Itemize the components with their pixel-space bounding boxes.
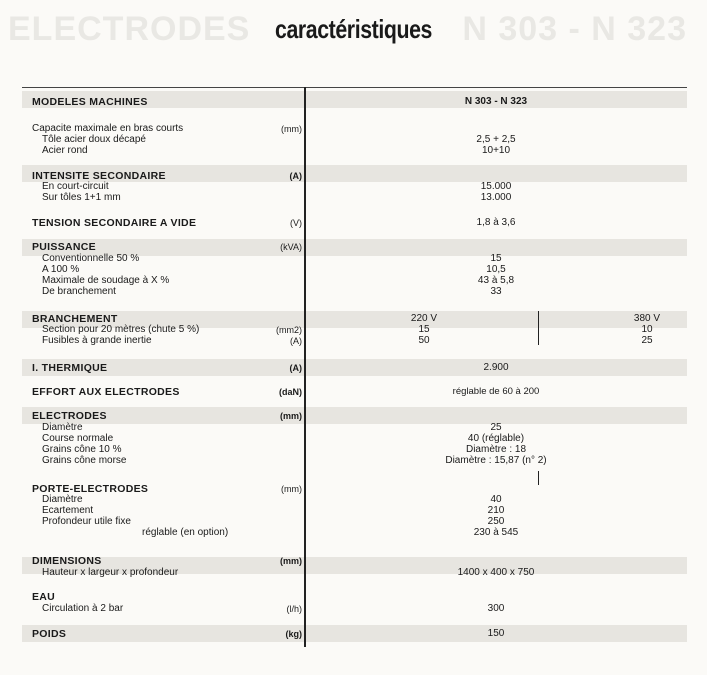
capacite-rond-label: Acier rond xyxy=(42,145,88,156)
branchement-section-380: 10 xyxy=(641,324,653,335)
branchement-fusibles-label: Fusibles à grande inertie xyxy=(42,335,152,346)
branchement-label: BRANCHEMENT xyxy=(32,313,118,325)
intensite-cc-value: 15.000 xyxy=(480,181,512,192)
column-divider xyxy=(304,87,306,647)
intensite-toles-value: 13.000 xyxy=(480,192,512,203)
branchement-fusibles-380: 25 xyxy=(641,335,653,346)
effort-label: EFFORT AUX ELECTRODES xyxy=(32,386,180,398)
electrodes-label: ELECTRODES xyxy=(32,410,107,422)
branchement-section-unit: (mm2) xyxy=(276,325,302,335)
top-rule xyxy=(22,87,687,88)
branchement-section-label: Section pour 20 mètres (chute 5 %) xyxy=(42,324,200,335)
electrodes-unit: (mm) xyxy=(280,411,302,421)
porte-diam-label: Diamètre xyxy=(42,494,83,505)
intensite-cc-label: En court-circuit xyxy=(42,181,109,192)
branchement-fusibles-unit: (A) xyxy=(290,336,302,346)
eau-circ-label: Circulation à 2 bar xyxy=(42,603,124,614)
dimensions-hlp-label: Hauteur x largeur x profondeur xyxy=(42,567,179,578)
ghost-text-left: ELECTRODES xyxy=(8,10,251,48)
electrodes-gcm-value: Diamètre : 15,87 (n° 2) xyxy=(445,455,547,466)
puissance-br-label: De branchement xyxy=(42,286,116,297)
puissance-a100-value: 10,5 xyxy=(486,264,506,275)
branchement-380-label: 380 V xyxy=(633,313,661,324)
effort-unit: (daN) xyxy=(279,387,302,397)
effort-value: réglable de 60 à 200 xyxy=(452,386,540,397)
tension-unit: (V) xyxy=(290,218,302,228)
electrodes-diam-value: 25 xyxy=(490,422,502,433)
capacite-rond-value: 10+10 xyxy=(481,145,511,156)
dimensions-unit: (mm) xyxy=(280,556,302,566)
models-label: MODELES MACHINES xyxy=(32,96,148,108)
puissance-br-value: 33 xyxy=(490,286,502,297)
capacite-label: Capacite maximale en bras courts xyxy=(32,123,184,134)
puissance-unit: (kVA) xyxy=(280,242,302,252)
tension-label: TENSION SECONDAIRE A VIDE xyxy=(32,217,197,229)
eau-unit: (l/h) xyxy=(286,604,302,614)
eau-value: 300 xyxy=(487,603,505,614)
electrodes-gc10-value: Diamètre : 18 xyxy=(465,444,527,455)
porte-diam-value: 40 xyxy=(490,494,502,505)
puissance-label: PUISSANCE xyxy=(32,241,96,253)
branchement-220-label: 220 V xyxy=(410,313,438,324)
porte-prof-value: 250 xyxy=(487,516,505,527)
puissance-c50-value: 15 xyxy=(490,253,502,264)
puissance-a100-label: A 100 % xyxy=(42,264,80,275)
electrodes-divider xyxy=(538,471,539,485)
page-title: caractéristiques xyxy=(274,14,432,44)
poids-unit: (kg) xyxy=(285,629,302,639)
dimensions-hlp-value: 1400 x 400 x 750 xyxy=(457,567,535,578)
thermique-label: I. THERMIQUE xyxy=(32,362,108,374)
intensite-toles-label: Sur tôles 1+1 mm xyxy=(42,192,121,203)
puissance-max-value: 43 à 5,8 xyxy=(477,275,515,286)
electrodes-diam-label: Diamètre xyxy=(42,422,83,433)
porte-unit: (mm) xyxy=(281,484,302,494)
intensite-unit: (A) xyxy=(289,171,302,181)
thermique-value: 2.900 xyxy=(483,362,509,373)
eau-label: EAU xyxy=(32,591,56,603)
branchement-section-220: 15 xyxy=(418,324,430,335)
electrodes-course-label: Course normale xyxy=(42,433,114,444)
poids-label: POIDS xyxy=(32,628,67,640)
band-electrodes xyxy=(22,407,687,424)
capacite-tole-value: 2,5 + 2,5 xyxy=(476,134,516,145)
porte-ecart-value: 210 xyxy=(487,505,505,516)
intensite-label: INTENSITE SECONDAIRE xyxy=(32,170,166,182)
ghost-text-right: N 303 - N 323 xyxy=(462,10,687,48)
puissance-c50-label: Conventionnelle 50 % xyxy=(42,253,140,264)
electrodes-course-value: 40 (réglable) xyxy=(467,433,525,444)
porte-regl-label: réglable (en option) xyxy=(142,527,229,538)
electrodes-gcm-label: Grains cône morse xyxy=(42,455,127,466)
porte-regl-value: 230 à 545 xyxy=(473,527,519,538)
thermique-unit: (A) xyxy=(289,363,302,373)
capacite-tole-label: Tôle acier doux décapé xyxy=(42,134,146,145)
porte-prof-label: Profondeur utile fixe xyxy=(42,516,131,527)
poids-value: 150 xyxy=(487,628,505,639)
puissance-max-label: Maximale de soudage à X % xyxy=(42,275,170,286)
spec-table xyxy=(22,87,687,647)
electrodes-gc10-label: Grains cône 10 % xyxy=(42,444,122,455)
tension-value: 1,8 à 3,6 xyxy=(476,217,516,228)
porte-ecart-label: Ecartement xyxy=(42,505,94,516)
dimensions-label: DIMENSIONS xyxy=(32,555,102,567)
branchement-fusibles-220: 50 xyxy=(418,335,430,346)
porte-label: PORTE-ELECTRODES xyxy=(32,483,149,495)
models-value: N 303 - N 323 xyxy=(464,96,528,107)
capacite-unit: (mm) xyxy=(281,124,302,134)
branchement-divider xyxy=(538,311,539,345)
